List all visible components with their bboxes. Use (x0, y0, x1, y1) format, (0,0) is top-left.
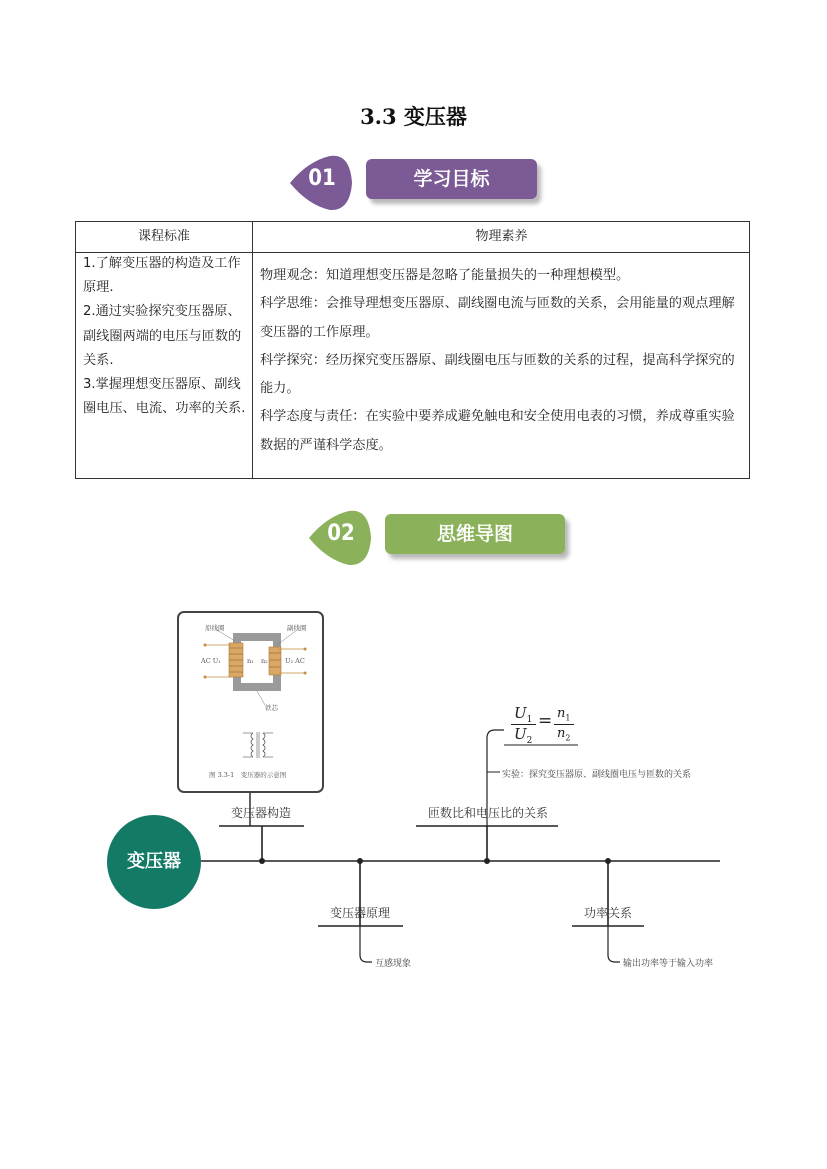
figure-label-n1: n₁ (247, 657, 254, 665)
section-number: 01 (308, 166, 336, 191)
literacy-item: 科学探究：经历探究变压器原、副线圈电压与匝数的关系的过程，提高科学探究的能力。 (260, 352, 735, 397)
figure-caption: 图 3.3-1 变压器的示意图 (209, 771, 287, 779)
section-label: 思维导图 (385, 514, 565, 554)
formula-equals: = (538, 711, 553, 731)
figure-label-n2: n₂ (261, 657, 268, 665)
literacy-item: 科学态度与责任：在实验中要养成避免触电和安全使用电表的习惯，养成尊重实验数据的严谨科学态度。 (260, 409, 735, 453)
table-header-standard: 课程标准 (137, 229, 190, 244)
section-number: 02 (327, 521, 355, 546)
branch-structure: 变压器构造 (231, 806, 292, 820)
figure-label-secondary: 副线圈 (287, 624, 307, 632)
branch-principle: 变压器原理 (330, 906, 391, 920)
standard-item: 1.了解变压器的构造及工作原理. (83, 256, 241, 296)
table-header-literacy: 物理素养 (475, 229, 528, 244)
formula-n2: $n_2$ (557, 726, 571, 743)
fraction-bar (554, 724, 574, 725)
transformer-figure (177, 611, 324, 793)
formula-u1: $U_1$ (514, 704, 533, 725)
formula-n1: $n_1$ (557, 706, 571, 723)
figure-label-primary: 原线圈 (205, 624, 225, 632)
transformer-drawing (179, 613, 322, 791)
note-principle: 互感现象 (375, 959, 412, 969)
figure-label-ac-left: AC U₁ (201, 657, 221, 665)
formula-u2: $U_2$ (514, 725, 533, 746)
figure-label-ac-right: U₂ AC (285, 657, 305, 665)
note-power: 输出功率等于输入功率 (623, 959, 714, 969)
note-ratio: 实验：探究变压器原、副线圈电压与匝数的关系 (502, 770, 692, 780)
section-label: 学习目标 (366, 159, 537, 199)
standard-item: 2.通过实验探究变压器原、副线圈两端的电压与匝数的关系. (83, 304, 242, 368)
standard-item: 3.掌握理想变压器原、副线圈电压、电流、功率的关系. (83, 377, 246, 417)
literacy-item: 科学思维：会推导理想变压器原、副线圈电流与匝数的关系，会用能量的观点理解变压器的工作原理。 (260, 296, 735, 340)
figure-label-core: 铁芯 (265, 704, 278, 712)
document-title: 3.3 变压器 (360, 104, 467, 129)
literacy-item: 物理观念：知道理想变压器是忽略了能量损失的一种理想模型。 (260, 268, 630, 283)
mindmap-center-node: 变压器 (107, 815, 201, 909)
branch-ratio: 匝数比和电压比的关系 (428, 806, 549, 820)
branch-power: 功率关系 (584, 906, 633, 920)
